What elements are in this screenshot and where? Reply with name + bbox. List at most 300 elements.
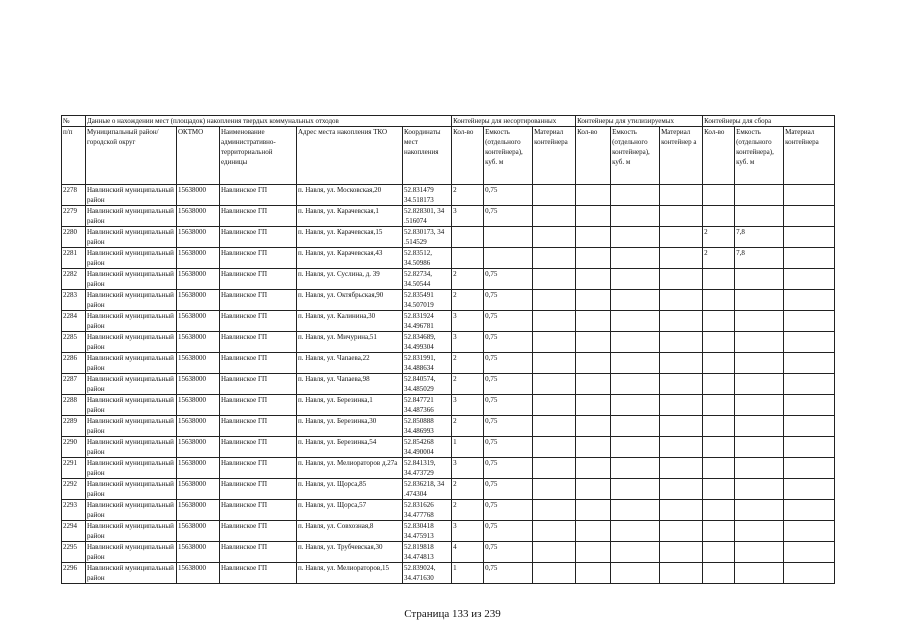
unsorted-capacity-cell: 0,75 <box>484 290 533 311</box>
table-row <box>62 185 835 206</box>
collection-material-cell <box>784 248 835 269</box>
address-cell: п. Навля, ул. Суслина, д. 39 <box>297 269 403 290</box>
settlement-cell: Навлинское ГП <box>220 395 297 416</box>
unsorted-material-cell <box>533 437 576 458</box>
header-recyclable-group: Контейнеры для утилизируемых <box>576 116 703 127</box>
collection-capacity-cell <box>735 206 784 227</box>
oktmo-cell: 15638000 <box>177 206 220 227</box>
collection-material-cell <box>784 227 835 248</box>
collection-material-cell <box>784 332 835 353</box>
collection-qty-cell: 2 <box>703 248 735 269</box>
settlement-cell: Навлинское ГП <box>220 500 297 521</box>
row-number: 2281 <box>62 248 86 269</box>
unsorted-material-cell <box>533 269 576 290</box>
settlement-cell: Навлинское ГП <box>220 269 297 290</box>
collection-qty-cell <box>703 479 735 500</box>
oktmo-cell: 15638000 <box>177 563 220 584</box>
waste-sites-table <box>61 115 835 584</box>
unsorted-qty-cell: 1 <box>452 437 484 458</box>
settlement-cell: Навлинское ГП <box>220 416 297 437</box>
recyclable-qty-cell <box>576 227 611 248</box>
unsorted-capacity-cell: 0,75 <box>484 353 533 374</box>
header-coords: Координаты мест накопления <box>403 127 452 185</box>
recyclable-capacity-cell <box>611 563 660 584</box>
coords-cell: 52.831626 34.477768 <box>403 500 452 521</box>
header-unsorted-material: Материал контейнера <box>533 127 576 185</box>
oktmo-cell: 15638000 <box>177 374 220 395</box>
district-cell: Навлинский муниципальный район <box>86 185 177 206</box>
coords-cell: 52.835491 34.507019 <box>403 290 452 311</box>
recyclable-qty-cell <box>576 206 611 227</box>
recyclable-capacity-cell <box>611 227 660 248</box>
recyclable-material-cell <box>660 185 703 206</box>
table-row <box>62 269 835 290</box>
unsorted-qty-cell: 2 <box>452 500 484 521</box>
recyclable-material-cell <box>660 563 703 584</box>
settlement-cell: Навлинское ГП <box>220 479 297 500</box>
address-cell: п. Навля, ул. Щорса,57 <box>297 500 403 521</box>
row-number: 2290 <box>62 437 86 458</box>
collection-material-cell <box>784 416 835 437</box>
collection-capacity-cell <box>735 500 784 521</box>
row-number: 2288 <box>62 395 86 416</box>
table-row <box>62 437 835 458</box>
unsorted-material-cell <box>533 479 576 500</box>
unsorted-capacity-cell: 0,75 <box>484 458 533 479</box>
coords-cell: 52.834689, 34.499304 <box>403 332 452 353</box>
row-number: 2286 <box>62 353 86 374</box>
collection-qty-cell <box>703 542 735 563</box>
district-cell: Навлинский муниципальный район <box>86 248 177 269</box>
district-cell: Навлинский муниципальный район <box>86 206 177 227</box>
row-number: 2296 <box>62 563 86 584</box>
table-row <box>62 353 835 374</box>
unsorted-material-cell <box>533 542 576 563</box>
collection-capacity-cell <box>735 395 784 416</box>
district-cell: Навлинский муниципальный район <box>86 437 177 458</box>
coords-cell: 52.830418 34.475913 <box>403 521 452 542</box>
settlement-cell: Навлинское ГП <box>220 185 297 206</box>
unsorted-qty-cell: 3 <box>452 332 484 353</box>
recyclable-qty-cell <box>576 563 611 584</box>
row-number: 2285 <box>62 332 86 353</box>
coords-cell: 52.836218, 34 .474304 <box>403 479 452 500</box>
settlement-cell: Навлинское ГП <box>220 248 297 269</box>
recyclable-qty-cell <box>576 269 611 290</box>
header-unsorted-qty: Кол-во <box>452 127 484 185</box>
unsorted-capacity-cell: 0,75 <box>484 395 533 416</box>
row-number: 2292 <box>62 479 86 500</box>
collection-capacity-cell <box>735 521 784 542</box>
settlement-cell: Навлинское ГП <box>220 458 297 479</box>
unsorted-capacity-cell <box>484 248 533 269</box>
table-row <box>62 311 835 332</box>
address-cell: п. Навля, ул. Чапаева,22 <box>297 353 403 374</box>
district-cell: Навлинский муниципальный район <box>86 269 177 290</box>
unsorted-material-cell <box>533 416 576 437</box>
recyclable-qty-cell <box>576 500 611 521</box>
unsorted-capacity-cell: 0,75 <box>484 521 533 542</box>
collection-material-cell <box>784 353 835 374</box>
header-collection-group: Контейнеры для сбора <box>703 116 835 127</box>
recyclable-material-cell <box>660 458 703 479</box>
recyclable-capacity-cell <box>611 311 660 332</box>
coords-cell: 52.819818 34.474813 <box>403 542 452 563</box>
header-location-group: Данные о нахождении мест (площадок) накопления твердых коммунальных отходов <box>86 116 452 127</box>
table-row <box>62 290 835 311</box>
oktmo-cell: 15638000 <box>177 458 220 479</box>
district-cell: Навлинский муниципальный район <box>86 332 177 353</box>
header-row-columns <box>62 127 835 185</box>
collection-material-cell <box>784 437 835 458</box>
address-cell: п. Навля, ул. Карачевская,43 <box>297 248 403 269</box>
coords-cell: 52.828301, 34 .516074 <box>403 206 452 227</box>
recyclable-capacity-cell <box>611 479 660 500</box>
unsorted-capacity-cell: 0,75 <box>484 185 533 206</box>
unsorted-material-cell <box>533 563 576 584</box>
recyclable-material-cell <box>660 374 703 395</box>
oktmo-cell: 15638000 <box>177 185 220 206</box>
coords-cell: 52.831924 34.496781 <box>403 311 452 332</box>
recyclable-capacity-cell <box>611 458 660 479</box>
header-address: Адрес места накопления ТКО <box>297 127 403 185</box>
unsorted-capacity-cell: 0,75 <box>484 374 533 395</box>
row-number: 2289 <box>62 416 86 437</box>
recyclable-capacity-cell <box>611 500 660 521</box>
collection-capacity-cell <box>735 416 784 437</box>
table-row <box>62 416 835 437</box>
recyclable-qty-cell <box>576 248 611 269</box>
unsorted-material-cell <box>533 458 576 479</box>
coords-cell: 52.831991, 34.488634 <box>403 353 452 374</box>
unsorted-qty-cell <box>452 227 484 248</box>
district-cell: Навлинский муниципальный район <box>86 416 177 437</box>
recyclable-capacity-cell <box>611 248 660 269</box>
header-row-groups <box>62 116 835 127</box>
recyclable-qty-cell <box>576 311 611 332</box>
recyclable-qty-cell <box>576 521 611 542</box>
address-cell: п. Навля, ул. Карачевская,1 <box>297 206 403 227</box>
unsorted-capacity-cell: 0,75 <box>484 269 533 290</box>
oktmo-cell: 15638000 <box>177 290 220 311</box>
row-number: 2291 <box>62 458 86 479</box>
recyclable-material-cell <box>660 521 703 542</box>
settlement-cell: Навлинское ГП <box>220 353 297 374</box>
coords-cell: 52.831479 34.518173 <box>403 185 452 206</box>
oktmo-cell: 15638000 <box>177 521 220 542</box>
row-number: 2287 <box>62 374 86 395</box>
settlement-cell: Навлинское ГП <box>220 290 297 311</box>
district-cell: Навлинский муниципальный район <box>86 227 177 248</box>
collection-capacity-cell <box>735 563 784 584</box>
table-row <box>62 479 835 500</box>
recyclable-capacity-cell <box>611 353 660 374</box>
recyclable-material-cell <box>660 269 703 290</box>
table-row <box>62 248 835 269</box>
unsorted-material-cell <box>533 185 576 206</box>
table-row <box>62 395 835 416</box>
recyclable-qty-cell <box>576 437 611 458</box>
row-number: 2283 <box>62 290 86 311</box>
collection-capacity-cell <box>735 437 784 458</box>
recyclable-qty-cell <box>576 290 611 311</box>
coords-cell: 52.847721 34.487366 <box>403 395 452 416</box>
row-number: 2284 <box>62 311 86 332</box>
settlement-cell: Навлинское ГП <box>220 542 297 563</box>
collection-material-cell <box>784 395 835 416</box>
collection-material-cell <box>784 563 835 584</box>
collection-qty-cell <box>703 185 735 206</box>
collection-qty-cell <box>703 206 735 227</box>
collection-material-cell <box>784 269 835 290</box>
unsorted-material-cell <box>533 521 576 542</box>
collection-qty-cell <box>703 521 735 542</box>
unsorted-qty-cell: 3 <box>452 206 484 227</box>
collection-material-cell <box>784 542 835 563</box>
recyclable-material-cell <box>660 206 703 227</box>
recyclable-material-cell <box>660 290 703 311</box>
unsorted-qty-cell: 2 <box>452 416 484 437</box>
collection-capacity-cell <box>735 479 784 500</box>
recyclable-capacity-cell <box>611 521 660 542</box>
oktmo-cell: 15638000 <box>177 332 220 353</box>
unsorted-qty-cell: 2 <box>452 353 484 374</box>
unsorted-material-cell <box>533 227 576 248</box>
oktmo-cell: 15638000 <box>177 311 220 332</box>
settlement-cell: Навлинское ГП <box>220 437 297 458</box>
settlement-cell: Навлинское ГП <box>220 332 297 353</box>
unsorted-capacity-cell: 0,75 <box>484 206 533 227</box>
collection-capacity-cell <box>735 458 784 479</box>
header-collection-material: Материал контейнера <box>784 127 835 185</box>
table-row <box>62 332 835 353</box>
unsorted-capacity-cell: 0,75 <box>484 416 533 437</box>
unsorted-material-cell <box>533 395 576 416</box>
unsorted-qty-cell: 3 <box>452 395 484 416</box>
header-recyclable-qty: Кол-во <box>576 127 611 185</box>
oktmo-cell: 15638000 <box>177 500 220 521</box>
unsorted-qty-cell: 4 <box>452 542 484 563</box>
district-cell: Навлинский муниципальный район <box>86 374 177 395</box>
unsorted-qty-cell: 2 <box>452 269 484 290</box>
row-number: 2294 <box>62 521 86 542</box>
collection-material-cell <box>784 311 835 332</box>
oktmo-cell: 15638000 <box>177 248 220 269</box>
collection-capacity-cell: 7,8 <box>735 248 784 269</box>
table-row <box>62 374 835 395</box>
recyclable-capacity-cell <box>611 206 660 227</box>
header-district: Муниципальный район/городской округ <box>86 127 177 185</box>
collection-qty-cell <box>703 458 735 479</box>
collection-qty-cell <box>703 353 735 374</box>
row-number: 2280 <box>62 227 86 248</box>
unsorted-capacity-cell: 0,75 <box>484 437 533 458</box>
recyclable-capacity-cell <box>611 374 660 395</box>
table-row <box>62 206 835 227</box>
recyclable-material-cell <box>660 332 703 353</box>
district-cell: Навлинский муниципальный район <box>86 458 177 479</box>
recyclable-qty-cell <box>576 458 611 479</box>
coords-cell: 52.830173, 34 .514529 <box>403 227 452 248</box>
address-cell: п. Навля, ул. Березинка,54 <box>297 437 403 458</box>
recyclable-material-cell <box>660 395 703 416</box>
coords-cell: 52.850888 34.486993 <box>403 416 452 437</box>
recyclable-capacity-cell <box>611 395 660 416</box>
collection-material-cell <box>784 206 835 227</box>
table-row <box>62 227 835 248</box>
recyclable-material-cell <box>660 479 703 500</box>
table-row <box>62 521 835 542</box>
recyclable-material-cell <box>660 542 703 563</box>
unsorted-capacity-cell: 0,75 <box>484 479 533 500</box>
collection-material-cell <box>784 374 835 395</box>
recyclable-material-cell <box>660 437 703 458</box>
unsorted-capacity-cell: 0,75 <box>484 500 533 521</box>
recyclable-capacity-cell <box>611 185 660 206</box>
coords-cell: 52.839024, 34.471630 <box>403 563 452 584</box>
district-cell: Навлинский муниципальный район <box>86 311 177 332</box>
address-cell: п. Навля, ул. Березинка,30 <box>297 416 403 437</box>
address-cell: п. Навля, ул. Березинка,1 <box>297 395 403 416</box>
coords-cell: 52.840574, 34.485029 <box>403 374 452 395</box>
header-num: № <box>62 116 86 127</box>
header-unsorted-group: Контейнеры для несортированных <box>452 116 576 127</box>
unsorted-qty-cell: 2 <box>452 185 484 206</box>
unsorted-material-cell <box>533 353 576 374</box>
recyclable-capacity-cell <box>611 542 660 563</box>
unsorted-capacity-cell: 0,75 <box>484 311 533 332</box>
address-cell: п. Навля, ул. Карачевская,15 <box>297 227 403 248</box>
header-oktmo: ОКТМО <box>177 127 220 185</box>
unsorted-qty-cell: 3 <box>452 311 484 332</box>
oktmo-cell: 15638000 <box>177 353 220 374</box>
district-cell: Навлинский муниципальный район <box>86 290 177 311</box>
coords-cell: 52.82734, 34.50544 <box>403 269 452 290</box>
oktmo-cell: 15638000 <box>177 542 220 563</box>
collection-qty-cell: 2 <box>703 227 735 248</box>
recyclable-qty-cell <box>576 332 611 353</box>
address-cell: п. Навля, ул. Чапаева,98 <box>297 374 403 395</box>
unsorted-material-cell <box>533 206 576 227</box>
coords-cell: 52.854268 34.490004 <box>403 437 452 458</box>
row-number: 2282 <box>62 269 86 290</box>
unsorted-material-cell <box>533 500 576 521</box>
recyclable-qty-cell <box>576 374 611 395</box>
recyclable-capacity-cell <box>611 332 660 353</box>
district-cell: Навлинский муниципальный район <box>86 542 177 563</box>
district-cell: Навлинский муниципальный район <box>86 353 177 374</box>
oktmo-cell: 15638000 <box>177 437 220 458</box>
recyclable-material-cell <box>660 248 703 269</box>
recyclable-material-cell <box>660 311 703 332</box>
collection-qty-cell <box>703 269 735 290</box>
settlement-cell: Навлинское ГП <box>220 206 297 227</box>
table-row <box>62 563 835 584</box>
unsorted-qty-cell: 2 <box>452 374 484 395</box>
unsorted-material-cell <box>533 290 576 311</box>
collection-capacity-cell <box>735 269 784 290</box>
recyclable-qty-cell <box>576 542 611 563</box>
collection-material-cell <box>784 458 835 479</box>
settlement-cell: Навлинское ГП <box>220 227 297 248</box>
district-cell: Навлинский муниципальный район <box>86 563 177 584</box>
collection-capacity-cell <box>735 542 784 563</box>
recyclable-qty-cell <box>576 353 611 374</box>
recyclable-capacity-cell <box>611 437 660 458</box>
unsorted-material-cell <box>533 248 576 269</box>
recyclable-capacity-cell <box>611 269 660 290</box>
collection-capacity-cell <box>735 374 784 395</box>
settlement-cell: Навлинское ГП <box>220 521 297 542</box>
recyclable-qty-cell <box>576 395 611 416</box>
header-settlement: Наименование административно-территориальной единицы <box>220 127 297 185</box>
oktmo-cell: 15638000 <box>177 395 220 416</box>
table-row <box>62 500 835 521</box>
oktmo-cell: 15638000 <box>177 479 220 500</box>
row-number: 2293 <box>62 500 86 521</box>
collection-qty-cell <box>703 290 735 311</box>
page-counter: Страница 133 из 239 <box>404 608 501 620</box>
collection-capacity-cell <box>735 332 784 353</box>
collection-qty-cell <box>703 332 735 353</box>
recyclable-material-cell <box>660 353 703 374</box>
header-unsorted-capacity: Емкость (отдельного контейнера), куб. м <box>484 127 533 185</box>
recyclable-capacity-cell <box>611 416 660 437</box>
table-body <box>62 185 835 584</box>
collection-material-cell <box>784 185 835 206</box>
address-cell: п. Навля, ул. Калинина,30 <box>297 311 403 332</box>
district-cell: Навлинский муниципальный район <box>86 395 177 416</box>
unsorted-material-cell <box>533 332 576 353</box>
coords-cell: 52.841319, 34.473729 <box>403 458 452 479</box>
district-cell: Навлинский муниципальный район <box>86 521 177 542</box>
unsorted-qty-cell: 3 <box>452 521 484 542</box>
collection-qty-cell <box>703 395 735 416</box>
recyclable-material-cell <box>660 227 703 248</box>
collection-qty-cell <box>703 437 735 458</box>
collection-capacity-cell <box>735 311 784 332</box>
address-cell: п. Навля, ул. Октябрьская,90 <box>297 290 403 311</box>
address-cell: п. Навля, ул. Московская,20 <box>297 185 403 206</box>
header-collection-qty: Кол-во <box>703 127 735 185</box>
row-number: 2279 <box>62 206 86 227</box>
settlement-cell: Навлинское ГП <box>220 374 297 395</box>
address-cell: п. Навля, ул. Мелиораторов,15 <box>297 563 403 584</box>
table-row <box>62 542 835 563</box>
oktmo-cell: 15638000 <box>177 269 220 290</box>
unsorted-qty-cell <box>452 248 484 269</box>
row-number: 2295 <box>62 542 86 563</box>
collection-material-cell <box>784 500 835 521</box>
header-recyclable-capacity: Емкость (отдельного контейнера), куб. м <box>611 127 660 185</box>
address-cell: п. Навля, ул. Щорса,85 <box>297 479 403 500</box>
address-cell: п. Навля, ул. Совхозная,8 <box>297 521 403 542</box>
table-row <box>62 458 835 479</box>
unsorted-material-cell <box>533 374 576 395</box>
unsorted-capacity-cell: 0,75 <box>484 542 533 563</box>
collection-capacity-cell <box>735 353 784 374</box>
settlement-cell: Навлинское ГП <box>220 311 297 332</box>
recyclable-material-cell <box>660 416 703 437</box>
collection-qty-cell <box>703 311 735 332</box>
address-cell: п. Навля, ул. Трубчевская,30 <box>297 542 403 563</box>
oktmo-cell: 15638000 <box>177 227 220 248</box>
unsorted-capacity-cell <box>484 227 533 248</box>
district-cell: Навлинский муниципальный район <box>86 479 177 500</box>
recyclable-qty-cell <box>576 479 611 500</box>
recyclable-qty-cell <box>576 185 611 206</box>
unsorted-material-cell <box>533 311 576 332</box>
